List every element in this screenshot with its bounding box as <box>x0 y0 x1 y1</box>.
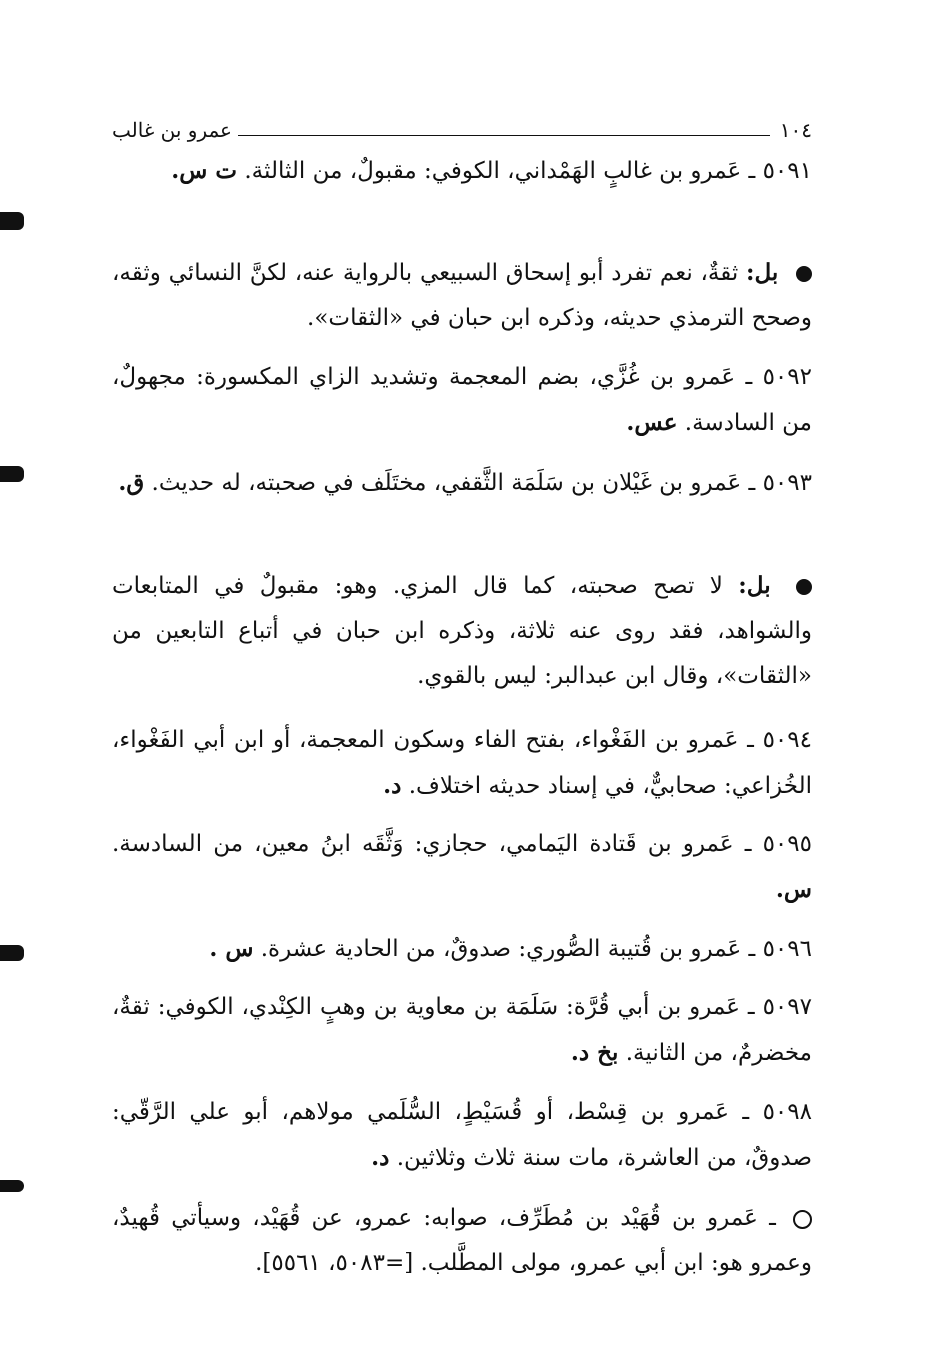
entry-text: ٥٠٩٣ ـ عَمرو بن غَيْلان بن سَلَمَة الثَّقفي، مختَلَف في صحبته، له حديث. <box>151 470 812 496</box>
entry-code: س. <box>775 876 812 903</box>
entry-5096 <box>112 926 812 972</box>
running-title: عمرو بن غالب <box>112 118 232 142</box>
entry-text: ٥٠٩٤ ـ عَمرو بن الفَغْواء، بفتح الفاء وسكون المعجمة، أو ابن أبي الفَغْواء، الخُزاعي: صحابيٌّ، في إسناد حديثه اختلاف. <box>112 727 812 799</box>
entry-5094 <box>112 718 812 809</box>
page-edge-mark <box>0 466 24 482</box>
page-edge-mark <box>0 945 24 961</box>
entry-text: ٥٠٩٢ ـ عَمرو بن غُزَّي، بضم المعجمة وتشديد الزاي المكسورة: مجهولٌ، من السادسة. <box>112 364 812 436</box>
running-header <box>112 112 812 142</box>
comment-text: لا تصح صحبته، كما قال المزي. وهو: مقبولٌ في المتابعات والشواهد، فقد روى عنه ثلاثة، وذكره ابن حبان في أتباع التابعين من «الثقات»، وقال ابن عبدالبر: ليس بالقوي. <box>112 573 812 689</box>
page-edge-mark <box>0 212 24 230</box>
entry-5095 <box>112 822 812 913</box>
entry-5093 <box>112 460 812 506</box>
entry-text: ٥٠٩٥ ـ عَمرو بن قَتادة اليَمامي، حجازي: وَثَّقَه ابنُ معين، من السادسة. <box>112 831 812 857</box>
entry-text: ٥٠٩٦ ـ عَمرو بن قُتيبة الصُّوري: صدوقٌ، من الحادية عشرة. <box>260 936 812 962</box>
entry-code: س . <box>209 935 254 962</box>
entry-text: ٥٠٩٨ ـ عَمرو بن قِسْط، أو قُسَيْطٍ، السُّلَمي مولاهم، أبو علي الرَّقّي: صدوقٌ، من العاشرة، مات سنة ثلاث وثلاثين. <box>112 1099 812 1171</box>
circle-icon <box>793 1210 812 1229</box>
entry-code: بخ د. <box>570 1039 619 1066</box>
entry-5091 <box>112 148 812 194</box>
entry-text: ٥٠٩١ ـ عَمرو بن غالبٍ الهَمْداني، الكوفي: مقبولٌ، من الثالثة. <box>244 158 812 184</box>
entry-5092 <box>112 355 812 446</box>
page-number: ١٠٤ <box>779 118 812 142</box>
comment-5093 <box>112 563 812 699</box>
entry-text: ٥٠٩٧ ـ عَمرو بن أبي قُرَّة: سَلَمَة بن معاوية بن وهبٍ الكِنْدي، الكوفي: ثقةٌ، مخضرمٌ، من الثانية. <box>112 994 812 1066</box>
entry-5097 <box>112 985 812 1076</box>
entry-5098 <box>112 1090 812 1181</box>
bullet-icon <box>796 266 812 282</box>
entry-code: عس. <box>626 409 678 436</box>
entry-qahid-note <box>112 1196 812 1286</box>
entry-code: د. <box>383 772 402 799</box>
bullet-icon <box>796 579 812 595</box>
comment-text: ثقةٌ، نعم تفرد أبو إسحاق السبيعي بالرواية عنه، لكنَّ النسائي وثقه، وصحح الترمذي حديثه، وذكره ابن حبان في «الثقات». <box>112 260 812 331</box>
circle-dash: ـ <box>769 1205 776 1231</box>
comment-label: بل: <box>738 572 771 599</box>
entry-code: ق. <box>118 469 145 496</box>
entry-code: د. <box>371 1144 390 1171</box>
header-rule <box>238 135 770 136</box>
comment-label: بل: <box>745 259 779 286</box>
page-edge-mark <box>0 1180 24 1192</box>
entry-code: ت س. <box>171 157 238 184</box>
entry-text: عَمرو بن قُهَيْد بن مُطَرِّف، صوابه: عمرو، عن قُهَيْد، وسيأتي قُهيدٌ، وعمرو هو: ابن أبي عمرو، مولى المطَّلب. [=٥٠٨٣، ٥٥٦١]. <box>112 1205 812 1276</box>
comment-5091 <box>112 250 812 341</box>
